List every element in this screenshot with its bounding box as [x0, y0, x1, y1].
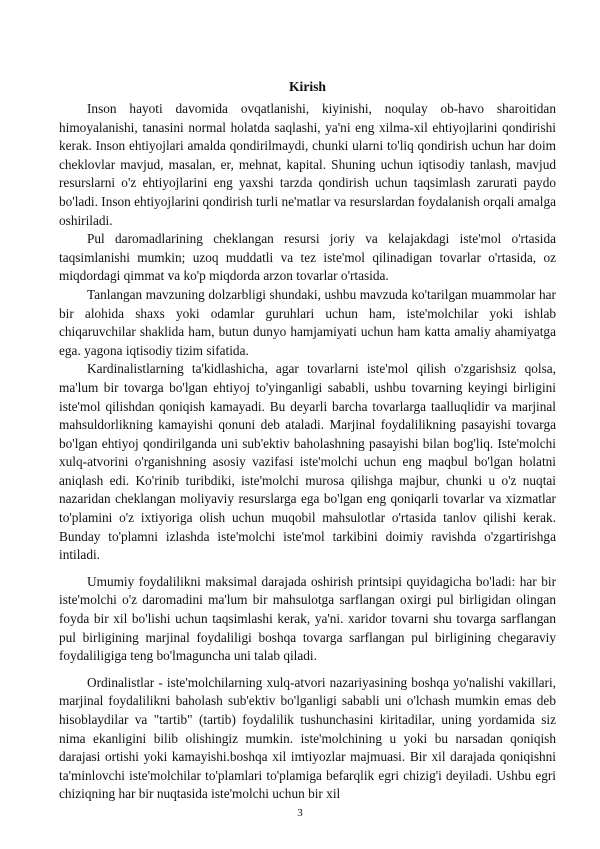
- page-title: Kirish: [288, 79, 326, 94]
- paragraph-4: Kardinalistlarning ta'kidlashicha, agar tovarlarni iste'mol qilish o'zgarishsiz qolsa, ma'lum bir tovarga bo'lgan ehtiyoj to'yinganligi sababli, ushbu tovarning keyingi birligini iste'mol qilishdan qoniqish kamayadi. Bu deyarli barcha tovarlarga taalluqlidir va marjinal mahsuldorlikning kamayishi qonuni deb ataladi. Marjinal foydalilikning pasayishi tovarga bo'lgan ehtiyoj qondirilganda uni sub'ektiv baholashning pasayishi bilan bog'liq. Iste'molchi xulq-atvorini o'rganishning asosiy vazifasi iste'molchi uchun eng maqbul bo'lgan holatni aniqlash edi. Ko'rinib turibdiki, iste'molchi murosa qilishga majbur, chunki u o'z nuqtai nazaridan cheklangan moliyaviy resurslarga ega bo'lgan eng qoniqarli tovarlar va xizmatlar to'plamini o'z ixtiyoriga olish uchun muqobil mahsulotlar o'rtasida tanlov qilishi kerak. Bunday to'plamni izlashda iste'molchi iste'mol tarkibini doimiy ravishda o'zgartirishga intiladi.: [59, 361, 556, 563]
- paragraph-6: Ordinalistlar - iste'molchilarning xulq-atvori nazariyasining boshqa yo'nalishi vakillari, marjinal foydalilikni baholash sub'ektiv bo'lganligi sababli uni o'lchash mumkin emas deb hisoblaydilar va "tartib" (tartib) foydalilik tushunchasini kiritadilar, uning yordamida siz nima ekanligini bilib olishingiz mumkin. iste'molchining u yoki bu narsadan qoniqish darajasi ortishi yoki kamayishi.boshqa xil imtiyozlar majmuasi. Bir xil darajada qoniqishni ta'minlovchi iste'molchilar to'plamlari to'plamiga befarqlik egri chizig'i deyiladi. Ushbu egri chiziqning har bir nuqtasida iste'molchi uchun bir xil: [59, 674, 556, 802]
- paragraph-3: Tanlangan mavzuning dolzarbligi shundaki, ushbu mavzuda ko'tarilgan muammolar har bir alohida shaxs yoki odamlar guruhlari uchun ham, iste'molchilar yoki ishlab chiqaruvchilar shaklida ham, butun dunyo hamjamiyati uchun ham katta amaliy ahamiyatga ega. yagona iqtisodiy tizim sifatida.: [59, 286, 556, 358]
- paragraph-5: Umumiy foydalilikni maksimal darajada oshirish printsipi quyidagicha bo'ladi: har bir iste'molchi o'z daromadini ma'lum bir mahsulotga sarflangan oxirgi pul birligidan olingan foyda bir xil bo'lishi uchun taqsimlashi kerak, ya'ni. xaridor tovarni shu tovarga sarflangan pul birligining marjinal foydaliligi boshqa tovarga sarflangan pul birligining chegaraviy foydaliligiga teng bo'lmaguncha uni talab qiladi.: [59, 573, 556, 664]
- paragraph-1: Inson hayoti davomida ovqatlanishi, kiyinishi, noqulay ob-havo sharoitidan himoyalanishi, tanasini normal holatda saqlashi, ya'ni eng xilma-xil ehtiyojlarini qondirishi kerak. Inson ehtiyojlari amalda qondirilmaydi, chunki ularni to'liq qondirish uchun har doim cheklovlar mavjud, masalan, er, mehnat, kapital. Shuning uchun iqtisodiy tanlash, mavjud resurslarni o'z ehtiyojlarini eng yaxshi tarzda qondirish uchun taqsimlash zarurati paydo bo'ladi. Inson ehtiyojlarini qondirish turli ne'matlar va resurslardan foydalanish orqali amalga oshiriladi.: [59, 101, 557, 228]
- page-body: [59, 78, 556, 804]
- paragraph-2: Pul daromadlarining cheklangan resursi joriy va kelajakdagi iste'mol o'rtasida taqsimlanishi mumkin; uzoq muddatli va tez iste'mol qilinadigan tovarlar o'rtasida, oz miqdordagi qimmat va ko'p miqdorda arzon tovarlar o'rtasida.: [59, 231, 556, 284]
- page-number: 3: [297, 807, 303, 819]
